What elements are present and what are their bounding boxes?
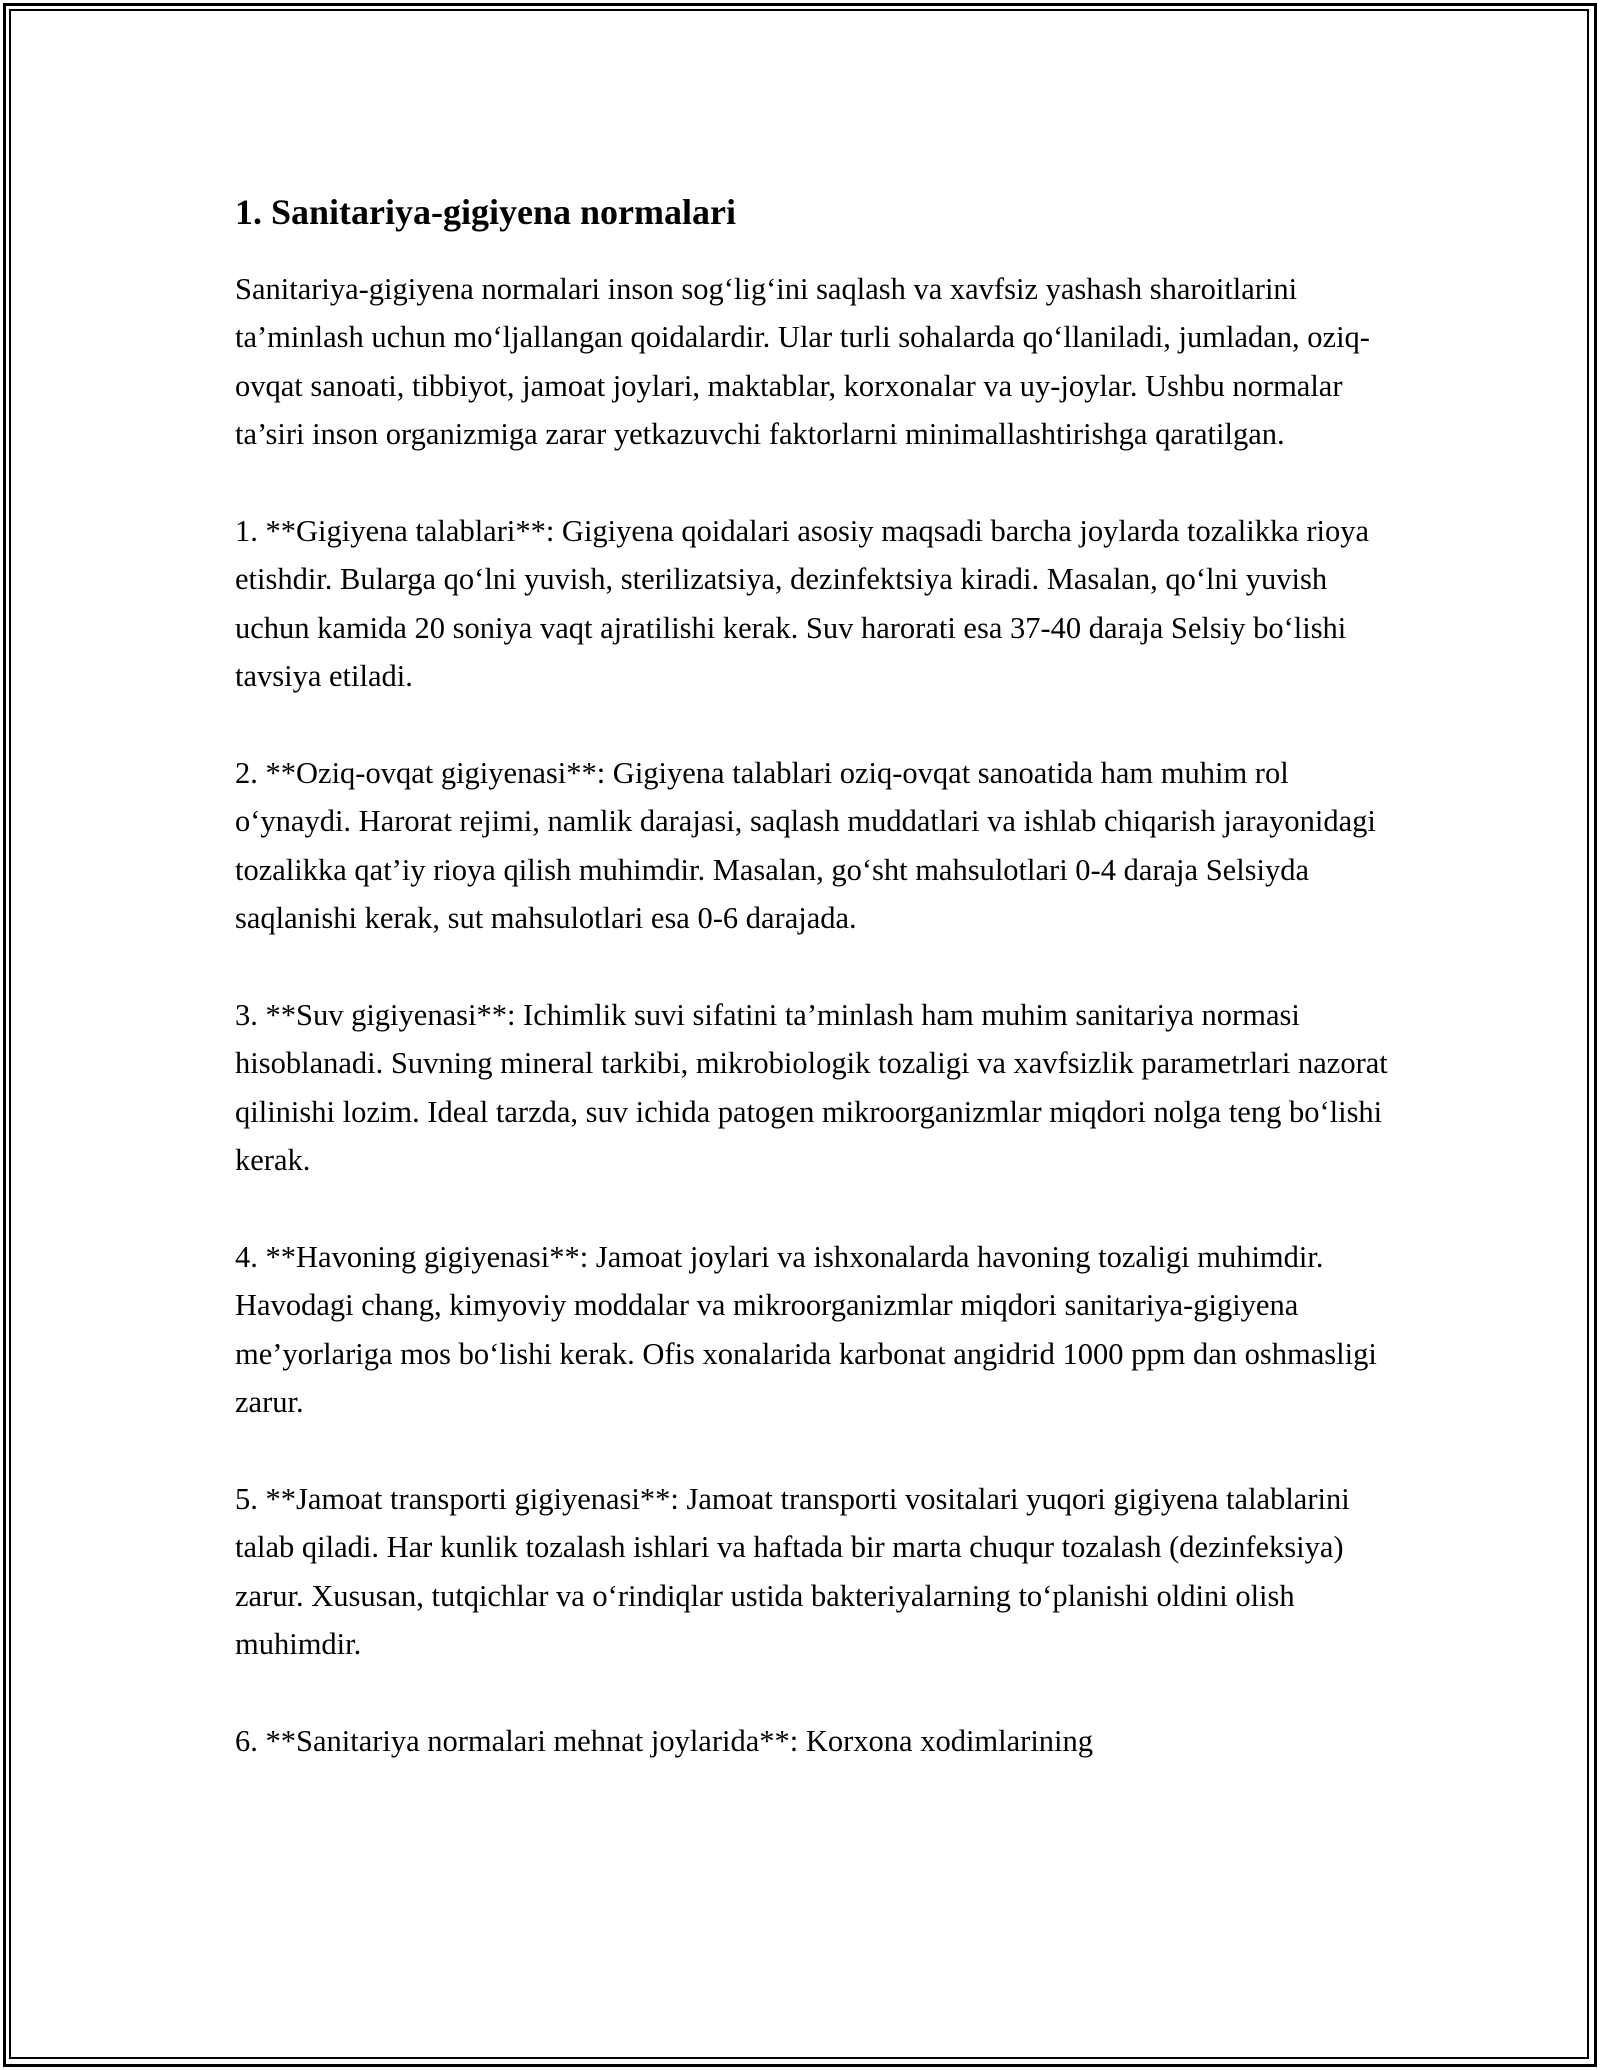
- list-item-food-hygiene: 2. **Oziq-ovqat gigiyenasi**: Gigiyena talablari oziq-ovqat sanoatida ham muhim rol o‘ynaydi. Harorat rejimi, namlik darajasi, saqlash muddatlari va ishlab chiqarish jarayonidagi tozalikka qat’iy rioya qilish muhimdir. Masalan, go‘sht mahsulotlari 0-4 daraja Selsiyda saqlanishi kerak, sut mahsulotlari esa 0-6 darajada.: [235, 756, 1376, 936]
- list-item-transport-hygiene: 5. **Jamoat transporti gigiyenasi**: Jamoat transporti vositalari yuqori gigiyena talablarini talab qiladi. Har kunlik tozalash ishlari va haftada bir marta chuqur tozalash (dezinfeksiya) zarur. Xususan, tutqichlar va o‘rindiqlar ustida bakteriyalarning to‘planishi oldini olish muhimdir.: [235, 1482, 1350, 1662]
- list-item-hygiene-requirements: 1. **Gigiyena talablari**: Gigiyena qoidalari asosiy maqsadi barcha joylarda tozalikka rioya etishdir. Bularga qo‘lni yuvish, sterilizatsiya, dezinfektsiya kiradi. Masalan, qo‘lni yuvish uchun kamida 20 soniya vaqt ajratilishi kerak. Suv harorati esa 37-40 daraja Selsiy bo‘lishi tavsiya etiladi.: [235, 514, 1370, 694]
- document-title: 1. Sanitariya-gigiyena normalari: [235, 192, 736, 232]
- intro-paragraph: Sanitariya-gigiyena normalari inson sog‘lig‘ini saqlash va xavfsiz yashash sharoitlarini ta’minlash uchun mo‘ljallangan qoidalardir. Ular turli sohalarda qo‘llaniladi, jumladan, oziq-ovqat sanoati, tibbiyot, jamoat joylari, maktablar, korxonalar va uy-joylar. Ushbu normalar ta’siri inson organizmiga zarar yetkazuvchi faktorlarni minimallashtirishga qaratilgan.: [235, 272, 1370, 452]
- list-item-air-hygiene: 4. **Havoning gigiyenasi**: Jamoat joylari va ishxonalarda havoning tozaligi muhimdir. Havodagi chang, kimyoviy moddalar va mikroorganizmlar miqdori sanitariya-gigiyena me’yorlariga mos bo‘lishi kerak. Ofis xonalarida karbonat angidrid 1000 ppm dan oshmasligi zarur.: [235, 1240, 1377, 1420]
- list-item-workplace-sanitation: 6. **Sanitariya normalari mehnat joylarida**: Korxona xodimlarining: [235, 1724, 1094, 1759]
- document-body: [235, 185, 1395, 1814]
- list-item-water-hygiene: 3. **Suv gigiyenasi**: Ichimlik suvi sifatini ta’minlash ham muhim sanitariya normasi hisoblanadi. Suvning mineral tarkibi, mikrobiologik tozaligi va xavfsizlik parametrlari nazorat qilinishi lozim. Ideal tarzda, suv ichida patogen mikroorganizmlar miqdori nolga teng bo‘lishi kerak.: [235, 998, 1388, 1178]
